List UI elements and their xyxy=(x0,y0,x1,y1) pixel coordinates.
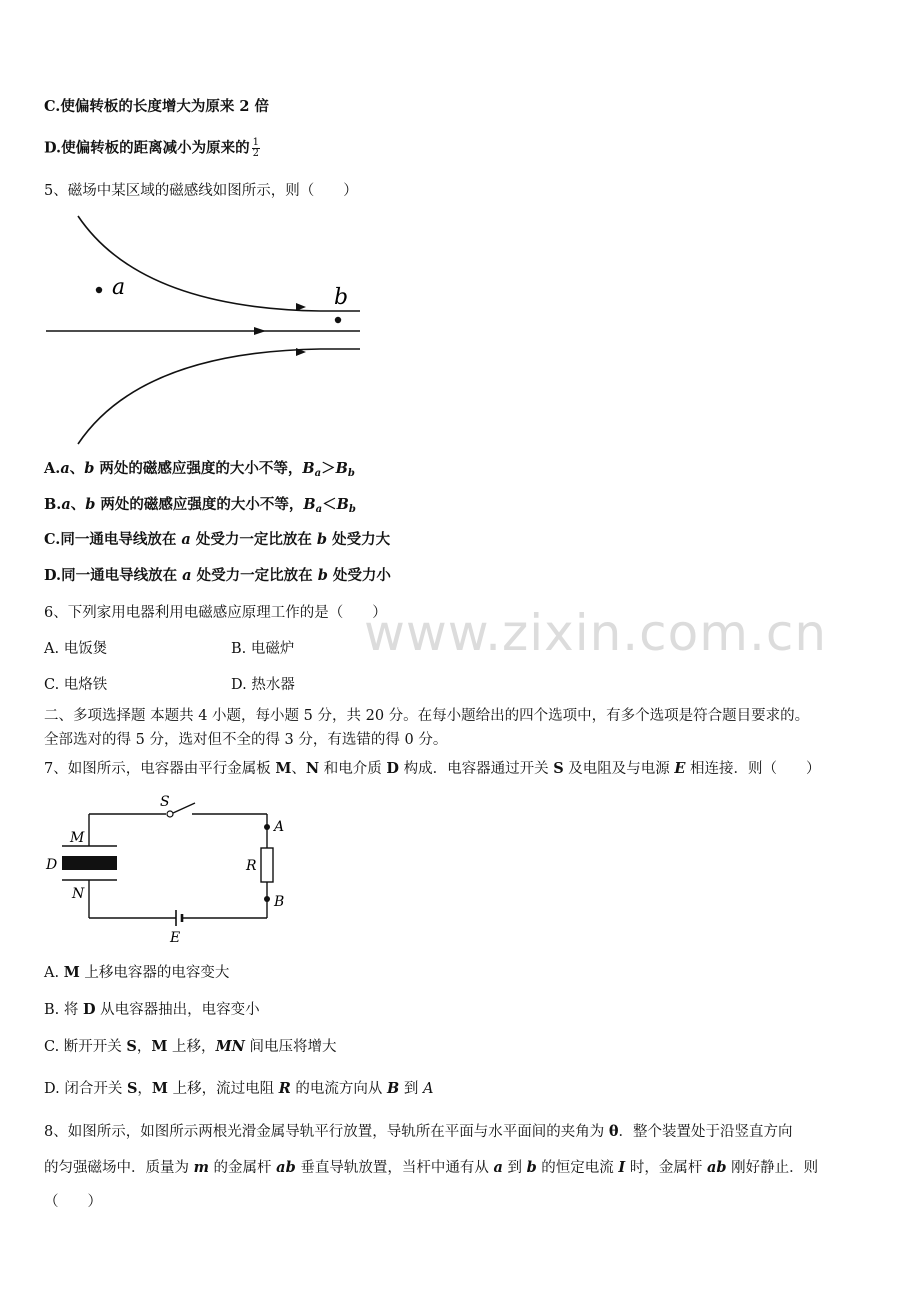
q5-option-c: C.同一通电导线放在 a 处受力一定比放在 b 处受力大 xyxy=(44,531,391,548)
q6-stem: 6、下列家用电器利用电磁感应原理工作的是（ ） xyxy=(44,605,387,621)
svg-text:A: A xyxy=(274,819,285,835)
fraction: $\frac{1}{2}$ xyxy=(252,137,259,159)
q4-option-c-label: C. xyxy=(44,98,61,115)
q5-option-d: D.同一通电导线放在 a 处受力一定比放在 b 处受力小 xyxy=(44,567,391,584)
svg-text:D: D xyxy=(46,857,58,873)
magnetic-field-lines-figure xyxy=(40,212,370,450)
svg-text:B: B xyxy=(274,894,285,910)
q6-option-c: C. 电烙铁 xyxy=(44,677,108,693)
q4-option-d-label: D. xyxy=(44,139,62,157)
capacitor-circuit-figure xyxy=(40,790,300,950)
q6-option-b: B. 电磁炉 xyxy=(231,641,295,657)
q4-option-c xyxy=(44,97,269,117)
q8-stem-line1: 8、如图所示，如图所示两根光滑金属导轨平行放置，导轨所在平面与水平面间的夹角为 θ．整个装置处于沿竖直方向 xyxy=(44,1123,793,1140)
watermark: www.zixin.com.cn xyxy=(364,604,828,662)
q7-option-b: B. 将 D 从电容器抽出，电容变小 xyxy=(44,1001,260,1018)
q5-stem: 5、磁场中某区域的磁感线如图所示，则（ ） xyxy=(44,183,358,199)
point-b-label: b xyxy=(334,285,349,310)
q7-option-c: C. 断开开关 S，M 上移，MN 间电压将增大 xyxy=(44,1038,337,1055)
q4-option-d-text: 使偏转板的距离减小为原来的 xyxy=(61,139,250,157)
q7-option-d: D. 闭合开关 S，M 上移，流过电阻 R 的电流方向从 B 到 A xyxy=(44,1080,434,1097)
q6-option-d: D. 热水器 xyxy=(231,677,295,693)
point-a-label: a xyxy=(112,275,126,300)
svg-text:E: E xyxy=(170,930,181,946)
section2-instructions-2: 全部选对的得 5 分，选对但不全的得 3 分，有选错的得 0 分。 xyxy=(44,732,448,748)
svg-text:N: N xyxy=(72,886,85,902)
q5-option-a: A.a、b 两处的磁感应强度的大小不等，$B_a>B_b$ xyxy=(44,460,355,479)
q8-stem-line3: （ ） xyxy=(44,1194,102,1210)
q4-option-c-text: 使偏转板的长度增大为原来 2 倍 xyxy=(60,98,270,115)
section2-instructions-1: 二、多项选择题 本题共 4 小题，每小题 5 分，共 20 分。在每小题给出的四个选项中，有多个选项是符合题目要求的。 xyxy=(44,708,810,724)
svg-text:M: M xyxy=(70,830,85,846)
q7-stem: 7、如图所示，电容器由平行金属板 M、N 和电介质 D 构成．电容器通过开关 S 及电阻及与电源 E 相连接．则（ ） xyxy=(44,760,821,777)
q5-option-b: B.a、b 两处的磁感应强度的大小不等，$B_a<B_b$ xyxy=(44,496,356,515)
q7-option-a: A. M 上移电容器的电容变大 xyxy=(44,964,230,981)
q4-option-d xyxy=(44,138,260,159)
svg-text:R: R xyxy=(246,858,257,874)
svg-text:S: S xyxy=(160,794,170,810)
q6-option-a: A. 电饭煲 xyxy=(44,641,108,657)
q8-stem-line2: 的匀强磁场中．质量为 m 的金属杆 ab 垂直导轨放置，当杆中通有从 a 到 b 的恒定电流 I 时，金属杆 ab 刚好静止．则 xyxy=(44,1159,819,1176)
